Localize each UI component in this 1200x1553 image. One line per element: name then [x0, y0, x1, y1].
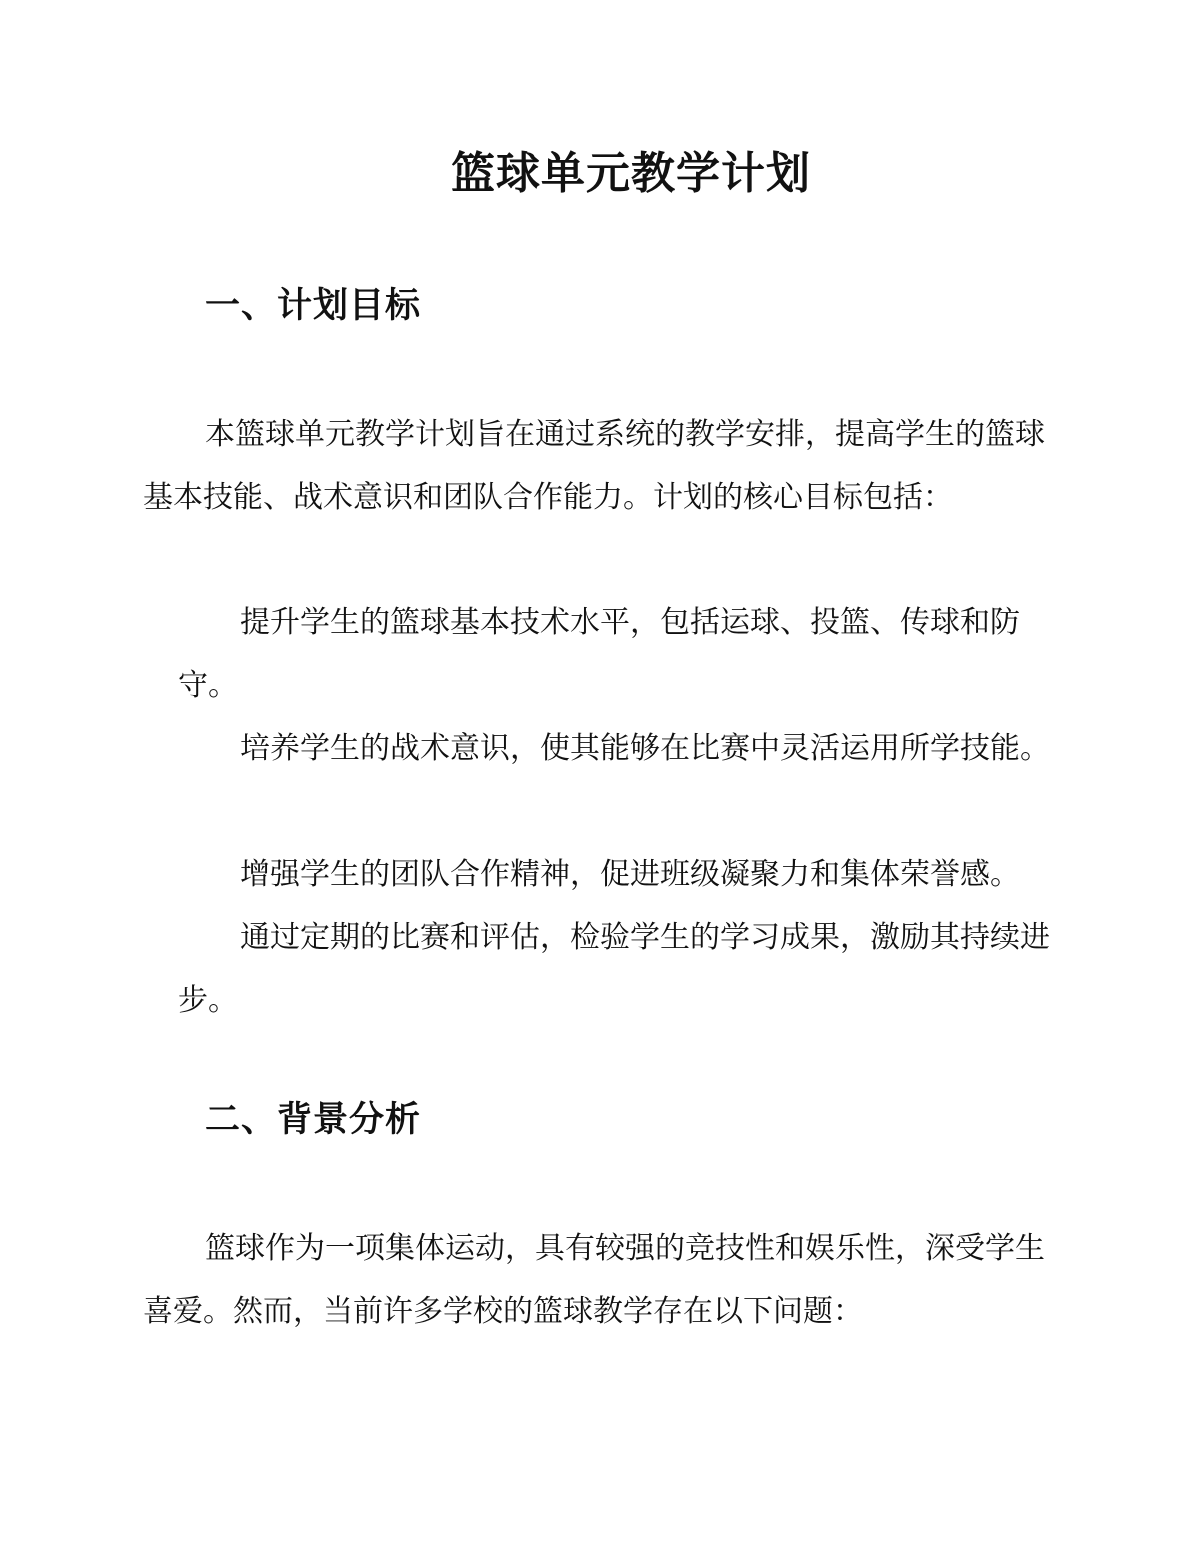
goal-item-4: 通过定期的比赛和评估，检验学生的学习成果，激励其持续进步。 — [178, 920, 1050, 1018]
goals-intro-paragraph: 本篮球单元教学计划旨在通过系统的教学安排，提高学生的篮球基本技能、战术意识和团队合作能力。计划的核心目标包括： — [143, 417, 1045, 515]
document-title: 篮球单元教学计划 — [451, 148, 811, 199]
goal-item-2: 培养学生的战术意识，使其能够在比赛中灵活运用所学技能。 — [240, 731, 1050, 766]
background-intro-paragraph: 篮球作为一项集体运动，具有较强的竞技性和娱乐性，深受学生喜爱。然而，当前许多学校的篮球教学存在以下问题： — [143, 1231, 1045, 1329]
section-heading-background: 二、背景分析 — [205, 1100, 422, 1140]
section-heading-goals: 一、计划目标 — [205, 286, 422, 326]
goal-item-3: 增强学生的团队合作精神，促进班级凝聚力和集体荣誉感。 — [240, 857, 1020, 892]
goal-item-1: 提升学生的篮球基本技术水平，包括运球、投篮、传球和防守。 — [178, 605, 1020, 703]
